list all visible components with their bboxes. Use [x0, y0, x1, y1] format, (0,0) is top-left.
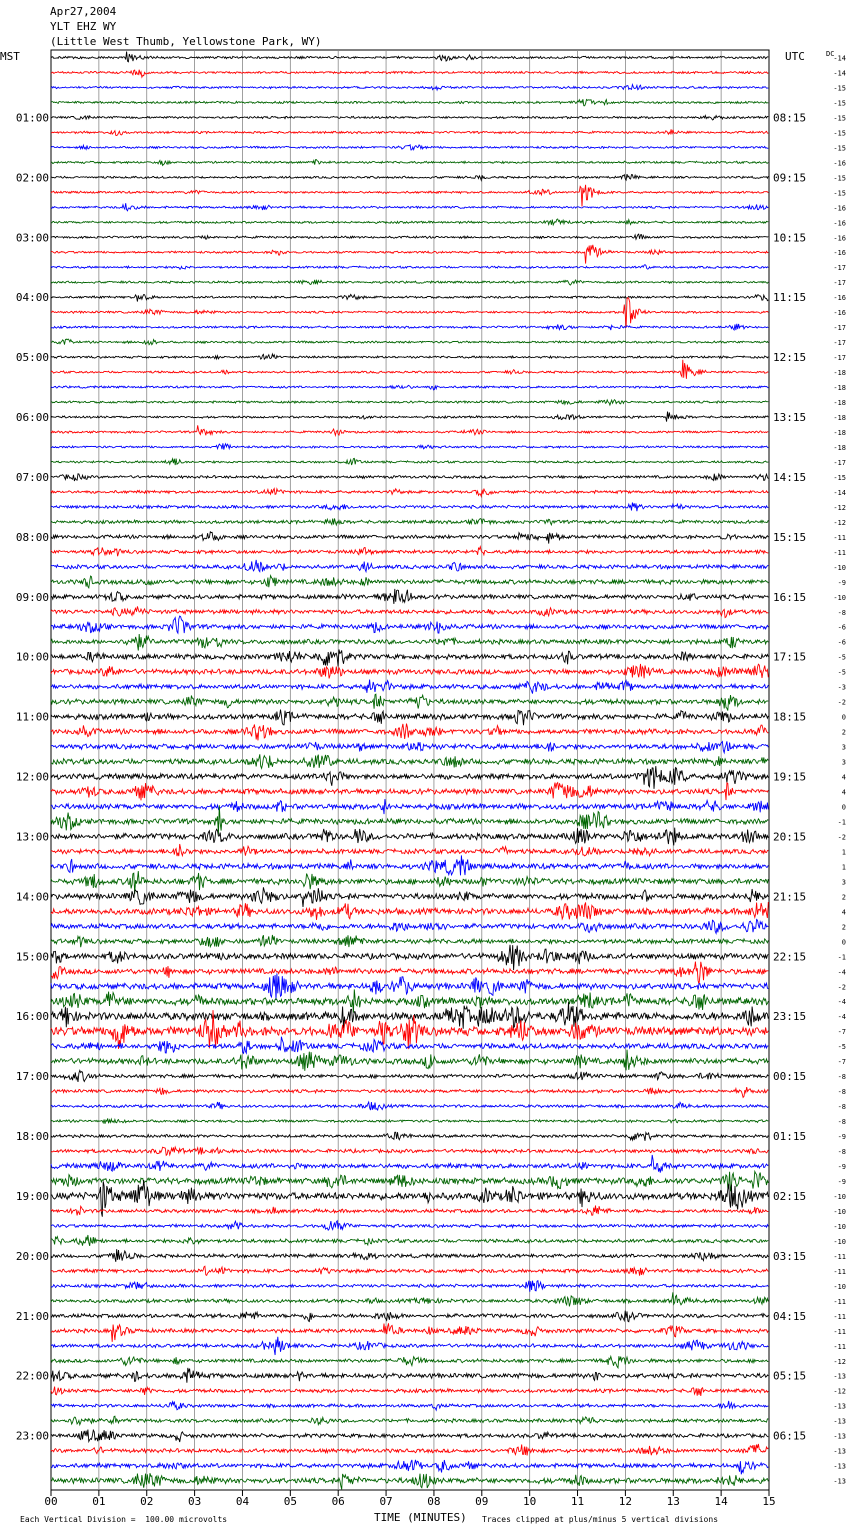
x-tick-label: 02: [140, 1495, 154, 1508]
station-code: YLT EHZ WY: [50, 20, 117, 33]
dc-offset-value: -14: [833, 488, 846, 497]
dc-offset-value: -10: [833, 1207, 846, 1216]
dc-offset-value: -15: [833, 473, 846, 482]
utc-hour-label: 11:15: [773, 291, 807, 305]
seismic-trace: [51, 1050, 768, 1071]
x-tick-label: 06: [331, 1495, 345, 1508]
seismic-trace: [51, 280, 768, 285]
x-tick-label: 07: [379, 1495, 393, 1508]
seismic-trace: [51, 962, 768, 985]
seismic-trace: [51, 219, 768, 225]
utc-hour-label: 17:15: [773, 650, 807, 664]
dc-offset-value: -9: [837, 1133, 846, 1142]
seismic-trace: [51, 145, 768, 150]
seismic-trace: [51, 680, 768, 694]
seismic-trace: [51, 129, 768, 135]
seismic-trace: [51, 606, 768, 617]
dc-offset-value: -18: [833, 399, 846, 408]
dc-offset-value: -11: [833, 533, 846, 542]
utc-hour-label: 18:15: [773, 710, 807, 724]
dc-offset-value: 0: [841, 938, 846, 947]
dc-offset-value: -2: [837, 983, 846, 992]
mst-hour-label: 16:00: [15, 1010, 49, 1024]
utc-hour-label: 19:15: [773, 770, 807, 784]
dc-offset-value: -11: [833, 1312, 846, 1321]
dc-offset-value: 2: [841, 893, 846, 902]
seismic-trace: [51, 400, 768, 405]
mst-hour-label: 07:00: [15, 470, 49, 484]
dc-offset-value: 3: [841, 878, 846, 887]
mst-hour-label: 09:00: [15, 590, 49, 604]
dc-offset-value: -6: [837, 638, 846, 647]
seismic-trace: [51, 339, 768, 345]
seismic-trace: [51, 443, 768, 449]
seismic-trace: [51, 1460, 768, 1474]
seismic-trace: [51, 664, 768, 679]
dc-offset-value: -13: [833, 1417, 846, 1426]
dc-offset-value: 3: [841, 743, 846, 752]
seismic-trace: [51, 710, 768, 726]
x-tick-label: 15: [762, 1495, 776, 1508]
utc-hour-label: 12:15: [773, 351, 807, 365]
dc-offset-value: -12: [833, 1357, 846, 1366]
seismic-trace: [51, 1172, 768, 1192]
dc-offset-value: -8: [837, 1088, 846, 1097]
utc-hour-label: 21:15: [773, 890, 807, 904]
dc-offset-value: -16: [833, 294, 846, 303]
dc-offset-value: -15: [833, 99, 846, 108]
seismic-trace: [51, 458, 768, 465]
dc-offset-value: -14: [833, 69, 846, 78]
x-tick-label: 10: [523, 1495, 537, 1508]
seismic-trace: [51, 532, 768, 544]
dc-offset-value: -9: [837, 1163, 846, 1172]
seismic-trace: [51, 245, 768, 264]
seismic-trace: [51, 85, 768, 90]
seismic-trace: [51, 1235, 768, 1246]
seismic-trace: [51, 1337, 768, 1355]
dc-offset-value: -14: [833, 54, 846, 63]
x-tick-label: 09: [475, 1495, 489, 1508]
dc-offset-value: 4: [841, 788, 846, 797]
dc-offset-value: -8: [837, 1118, 846, 1127]
seismic-trace: [51, 919, 768, 933]
seismic-trace: [51, 1132, 768, 1141]
dc-offset-value: -3: [837, 683, 846, 692]
mst-hour-label: 08:00: [15, 530, 49, 544]
mst-hour-label: 18:00: [15, 1130, 49, 1144]
seismic-trace: [51, 1206, 768, 1216]
seismic-trace: [51, 887, 768, 907]
seismic-trace: [51, 766, 768, 789]
x-tick-label: 01: [92, 1495, 106, 1508]
dc-offset-value: -8: [837, 1073, 846, 1082]
seismic-trace: [51, 1070, 768, 1082]
utc-hour-label: 16:15: [773, 590, 807, 604]
seismic-trace: [51, 1292, 768, 1306]
mst-hour-label: 15:00: [15, 950, 49, 964]
dc-offset-value: -11: [833, 1267, 846, 1276]
x-tick-label: 04: [235, 1495, 250, 1508]
x-tick-label: 03: [187, 1495, 202, 1508]
dc-offset-value: -18: [833, 414, 846, 423]
utc-hour-label: 22:15: [773, 950, 807, 964]
seismic-trace: [51, 547, 768, 557]
seismic-trace: [51, 1311, 768, 1322]
dc-offset-value: -12: [833, 1387, 846, 1396]
dc-offset-value: -18: [833, 369, 846, 378]
utc-hour-label: 05:15: [773, 1369, 807, 1383]
mst-hour-label: 01:00: [15, 111, 49, 125]
seismic-trace: [51, 844, 768, 856]
dc-offset-value: -10: [833, 1192, 846, 1201]
dc-offset-value: -2: [837, 833, 846, 842]
dc-offset-value: -16: [833, 234, 846, 243]
dc-offset-value: 2: [841, 728, 846, 737]
dc-offset-value: -12: [833, 518, 846, 527]
dc-offset-value: -13: [833, 1477, 846, 1486]
dc-offset-value: -13: [833, 1447, 846, 1456]
mst-hour-label: 20:00: [15, 1249, 49, 1263]
seismic-trace: [51, 174, 768, 180]
seismic-trace: [51, 871, 768, 894]
utc-hour-label: 03:15: [773, 1249, 807, 1263]
utc-hour-label: 09:15: [773, 171, 807, 185]
mst-hour-label: 10:00: [15, 650, 49, 664]
dc-offset-value: -5: [837, 668, 846, 677]
utc-hour-label: 01:15: [773, 1130, 807, 1144]
seismic-trace: [51, 1368, 768, 1383]
dc-offset-value: -16: [833, 219, 846, 228]
seismic-trace: [51, 1221, 768, 1230]
x-tick-label: 05: [283, 1495, 297, 1508]
dc-offset-value: -17: [833, 279, 846, 288]
dc-offset-value: 4: [841, 773, 846, 782]
dc-offset-value: -15: [833, 174, 846, 183]
utc-hour-label: 08:15: [773, 111, 807, 125]
dc-offset-value: -7: [837, 1058, 846, 1067]
x-tick-label: 13: [666, 1495, 680, 1508]
dc-offset-value: -17: [833, 264, 846, 273]
plot-date: Apr27,2004: [50, 5, 117, 18]
seismic-trace: [51, 474, 768, 481]
dc-offset-value: -17: [833, 354, 846, 363]
mst-hour-label: 03:00: [15, 231, 49, 245]
seismic-trace: [51, 203, 768, 211]
seismic-trace: [51, 589, 768, 604]
dc-offset-value: -6: [837, 623, 846, 632]
dc-offset-value: -10: [833, 1237, 846, 1246]
seismic-trace: [51, 1416, 768, 1425]
mst-hour-label: 23:00: [15, 1429, 49, 1443]
seismic-trace: [51, 1323, 768, 1342]
utc-hour-label: 04:15: [773, 1309, 807, 1323]
dc-offset-value: 3: [841, 758, 846, 767]
seismic-trace: [51, 945, 768, 970]
dc-offset-value: -8: [837, 608, 846, 617]
mst-hour-label: 11:00: [15, 710, 49, 724]
seismic-trace: [51, 360, 768, 379]
dc-offset-value: -8: [837, 1103, 846, 1112]
seismic-trace: [51, 650, 768, 667]
dc-offset-value: 4: [841, 908, 846, 917]
dc-offset-value: -8: [837, 1148, 846, 1157]
seismic-trace: [51, 324, 768, 330]
dc-offset-value: -13: [833, 1402, 846, 1411]
dc-offset-value: -10: [833, 1282, 846, 1291]
seismic-trace: [51, 741, 768, 752]
seismic-trace: [51, 70, 768, 78]
seismic-trace: [51, 298, 768, 328]
seismic-trace: [51, 234, 768, 239]
dc-offset-value: -9: [837, 578, 846, 587]
seismic-trace: [51, 99, 768, 106]
dc-offset-value: -16: [833, 204, 846, 213]
seismic-trace: [51, 1356, 768, 1368]
dc-offset-value: -13: [833, 1432, 846, 1441]
mst-hour-label: 22:00: [15, 1369, 49, 1383]
seismic-trace: [51, 805, 768, 834]
dc-offset-value: -15: [833, 84, 846, 93]
mst-hour-label: 13:00: [15, 830, 49, 844]
dc-offset-value: -10: [833, 563, 846, 572]
mst-hour-label: 02:00: [15, 171, 49, 185]
dc-offset-value: -13: [833, 1462, 846, 1471]
utc-hour-label: 14:15: [773, 470, 807, 484]
seismic-trace: [51, 560, 768, 572]
mst-hour-label: 17:00: [15, 1070, 49, 1084]
seismic-trace: [51, 116, 768, 120]
mst-hour-label: 06:00: [15, 411, 49, 425]
dc-offset-value: -5: [837, 653, 846, 662]
utc-hour-label: 10:15: [773, 231, 807, 245]
seismic-trace: [51, 855, 768, 875]
dc-offset-value: -4: [837, 968, 846, 977]
utc-hour-label: 15:15: [773, 530, 807, 544]
seismic-trace: [51, 616, 768, 633]
dc-offset-value: 1: [841, 863, 846, 872]
seismic-trace: [51, 265, 768, 270]
scale-note: Each Vertical Division = 100.00 microvolts: [20, 1515, 228, 1524]
seismic-trace: [51, 425, 768, 435]
dc-offset-value: 2: [841, 923, 846, 932]
seismic-trace: [51, 1401, 768, 1410]
dc-offset-value: -11: [833, 548, 846, 557]
seismic-trace: [51, 185, 768, 207]
seismic-trace: [51, 973, 768, 1000]
seismic-trace: [51, 1155, 768, 1173]
utc-hour-label: 02:15: [773, 1189, 807, 1203]
dc-offset-value: -11: [833, 1327, 846, 1336]
x-tick-label: 08: [427, 1495, 441, 1508]
utc-hour-label: 23:15: [773, 1010, 807, 1024]
seismic-trace: [51, 160, 768, 166]
utc-hour-label: 20:15: [773, 830, 807, 844]
seismic-trace: [51, 694, 768, 710]
dc-offset-value: -15: [833, 114, 846, 123]
seismic-trace: [51, 52, 768, 62]
station-location: (Little West Thumb, Yellowstone Park, WY): [50, 35, 322, 48]
mst-hour-label: 14:00: [15, 890, 49, 904]
seismic-trace: [51, 385, 768, 390]
clip-note: Traces clipped at plus/minus 5 vertical divisions: [482, 1515, 719, 1524]
dc-offset-value: -10: [833, 593, 846, 602]
seismic-trace: [51, 1249, 768, 1262]
seismic-trace: [51, 1430, 768, 1443]
seismic-trace: [51, 576, 768, 588]
dc-offset-value: -7: [837, 1028, 846, 1037]
seismic-trace: [51, 1444, 768, 1455]
seismic-trace: [51, 294, 768, 301]
utc-hour-label: 06:15: [773, 1429, 807, 1443]
seismic-trace: [51, 1473, 768, 1489]
x-axis-title: TIME (MINUTES): [374, 1511, 467, 1524]
dc-offset-value: -15: [833, 189, 846, 198]
dc-offset-value: -1: [837, 818, 846, 827]
dc-offset-value: -17: [833, 458, 846, 467]
dc-offset-value: -5: [837, 1043, 846, 1052]
mst-hour-label: 04:00: [15, 291, 49, 305]
seismic-trace: [51, 489, 768, 497]
dc-offset-value: 0: [841, 803, 846, 812]
dc-offset-value: -17: [833, 324, 846, 333]
dc-offset-value: -11: [833, 1297, 846, 1306]
dc-offset-value: -13: [833, 1372, 846, 1381]
dc-offset-value: -1: [837, 953, 846, 962]
mst-axis-label: MST: [0, 50, 20, 63]
utc-hour-label: 13:15: [773, 411, 807, 425]
dc-offset-value: -10: [833, 1222, 846, 1231]
x-tick-label: 12: [618, 1495, 633, 1508]
seismic-trace: [51, 1281, 768, 1292]
seismic-trace: [51, 935, 768, 947]
dc-offset-value: -18: [833, 384, 846, 393]
utc-hour-label: 00:15: [773, 1070, 807, 1084]
mst-hour-label: 21:00: [15, 1309, 49, 1323]
seismic-trace: [51, 354, 768, 359]
seismic-trace: [51, 799, 768, 814]
dc-offset-value: -16: [833, 309, 846, 318]
dc-offset-value: -9: [837, 1178, 846, 1186]
seismic-trace: [51, 902, 768, 920]
mst-hour-label: 05:00: [15, 351, 49, 365]
seismic-trace: [51, 754, 768, 768]
seismic-trace: [51, 1147, 768, 1155]
seismic-trace: [51, 1102, 768, 1110]
dc-offset-value: -11: [833, 1342, 846, 1351]
seismic-trace: [51, 828, 768, 846]
dc-offset-value: -12: [833, 503, 846, 512]
dc-offset-value: -16: [833, 159, 846, 168]
dc-offset-value: -2: [837, 698, 846, 707]
seismic-trace: [51, 519, 768, 525]
dc-offset-value: -15: [833, 129, 846, 138]
seismic-trace: [51, 783, 768, 801]
x-tick-label: 11: [570, 1495, 585, 1508]
mst-hour-label: 19:00: [15, 1189, 49, 1203]
dc-offset-value: -18: [833, 443, 846, 452]
seismic-trace: [51, 412, 768, 422]
seismic-trace: [51, 1118, 768, 1123]
dc-offset-value: -4: [837, 998, 846, 1007]
mst-hour-label: 12:00: [15, 770, 49, 784]
seismic-trace: [51, 1266, 768, 1276]
utc-axis-label: UTC: [785, 50, 805, 63]
dc-offset-value: -15: [833, 144, 846, 153]
dc-offset-header: DC: [826, 50, 835, 58]
x-tick-label: 00: [44, 1495, 58, 1508]
dc-offset-value: -17: [833, 339, 846, 348]
seismic-trace: [51, 634, 768, 651]
seismic-trace: [51, 1387, 768, 1396]
x-tick-label: 14: [714, 1495, 728, 1508]
dc-offset-value: 1: [841, 848, 846, 857]
dc-offset-value: -16: [833, 249, 846, 258]
seismic-trace: [51, 1087, 768, 1097]
dc-offset-value: -11: [833, 1252, 846, 1261]
dc-offset-value: -4: [837, 1013, 846, 1022]
seismic-trace: [51, 503, 768, 512]
dc-offset-value: -18: [833, 429, 846, 437]
dc-offset-value: 0: [841, 713, 846, 722]
seismic-trace: [51, 724, 768, 741]
seismic-trace: [51, 989, 768, 1012]
